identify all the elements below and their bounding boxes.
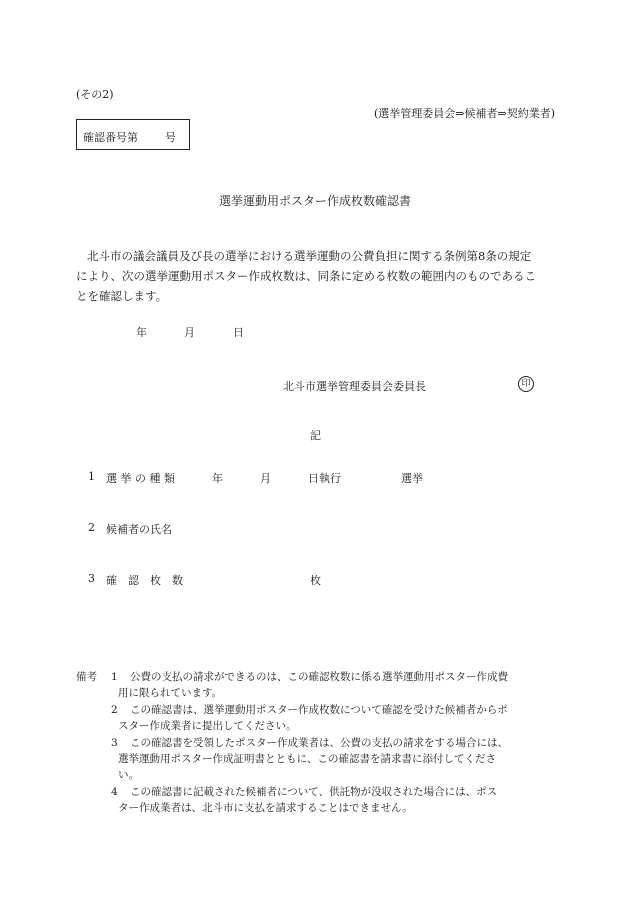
item-3-unit: 枚 [310,574,321,587]
note-4-line-2: ター作成業者は、北斗市に支払を請求することはできません。 [118,802,413,814]
note-3-line-2: 選挙運動用ポスター作成証明書とともに、この確認書を請求書に添付してくださ [118,753,496,765]
notes-heading: 備考 [76,671,97,683]
note-1-line-2: 用に限られています。 [118,687,223,699]
item-1-year: 年 [212,472,223,485]
note-1-number: 1 [111,671,118,683]
item-1-date-suffix: 日執行 [308,472,341,485]
note-3-line-1: この確認書を受領したポスター作成業者は、公費の支払の請求をする場合には、 [130,737,508,749]
note-4-line-1: この確認書に記載された候補者について、供託物が没収された場合には、ポス [130,786,498,798]
confirmation-number-label: 確認番号第 [83,131,138,144]
seal-mark: 印 [518,376,534,392]
note-4-number: 4 [111,786,118,798]
date-month: 月 [184,326,195,339]
note-3-number: 3 [111,737,118,749]
note-2-line-1: この確認書は、選挙運動用ポスター作成枚数について確認を受けた候補者からポ [130,704,508,716]
item-3-label: 確 認 枚 数 [106,574,183,587]
note-1-line-1: 公費の支払の請求ができるのは、この確認枚数に係る選挙運動用ポスター作成費 [130,671,508,683]
item-2-number: 2 [88,521,95,534]
item-1-label: 選 挙 の 種 類 [106,472,175,485]
note-3-line-3: い。 [118,769,139,781]
ki-heading: 記 [310,429,321,442]
document-title: 選挙運動用ポスター作成枚数確認書 [218,194,411,208]
note-2-line-2: スター作成業者に提出してください。 [118,720,297,732]
item-3-number: 3 [88,572,95,585]
item-1-election: 選挙 [401,472,423,485]
body-line-1: 北斗市の議会議員及び長の選挙における選挙運動の公費負担に関する条例第8条の規定 [87,249,532,263]
confirmation-number-box [76,119,190,150]
body-line-2: により、次の選挙運動用ポスター作成枚数は、同条に定める枚数の範囲内のものであるこ [76,269,536,283]
routing-note: (選挙管理委員会⇒候補者⇒契約業者) [373,107,555,120]
date-year: 年 [136,326,147,339]
note-2-number: 2 [111,704,118,716]
confirmation-number-suffix: 号 [165,131,176,144]
date-day: 日 [233,326,244,339]
form-number: (その2) [76,88,114,101]
item-1-number: 1 [88,470,95,483]
item-2-label: 候補者の氏名 [106,523,172,536]
issuer-name: 北斗市選挙管理委員会委員長 [283,380,426,393]
body-paragraph [76,246,556,306]
body-line-3: とを確認します。 [76,289,168,303]
item-1-month: 月 [260,472,271,485]
